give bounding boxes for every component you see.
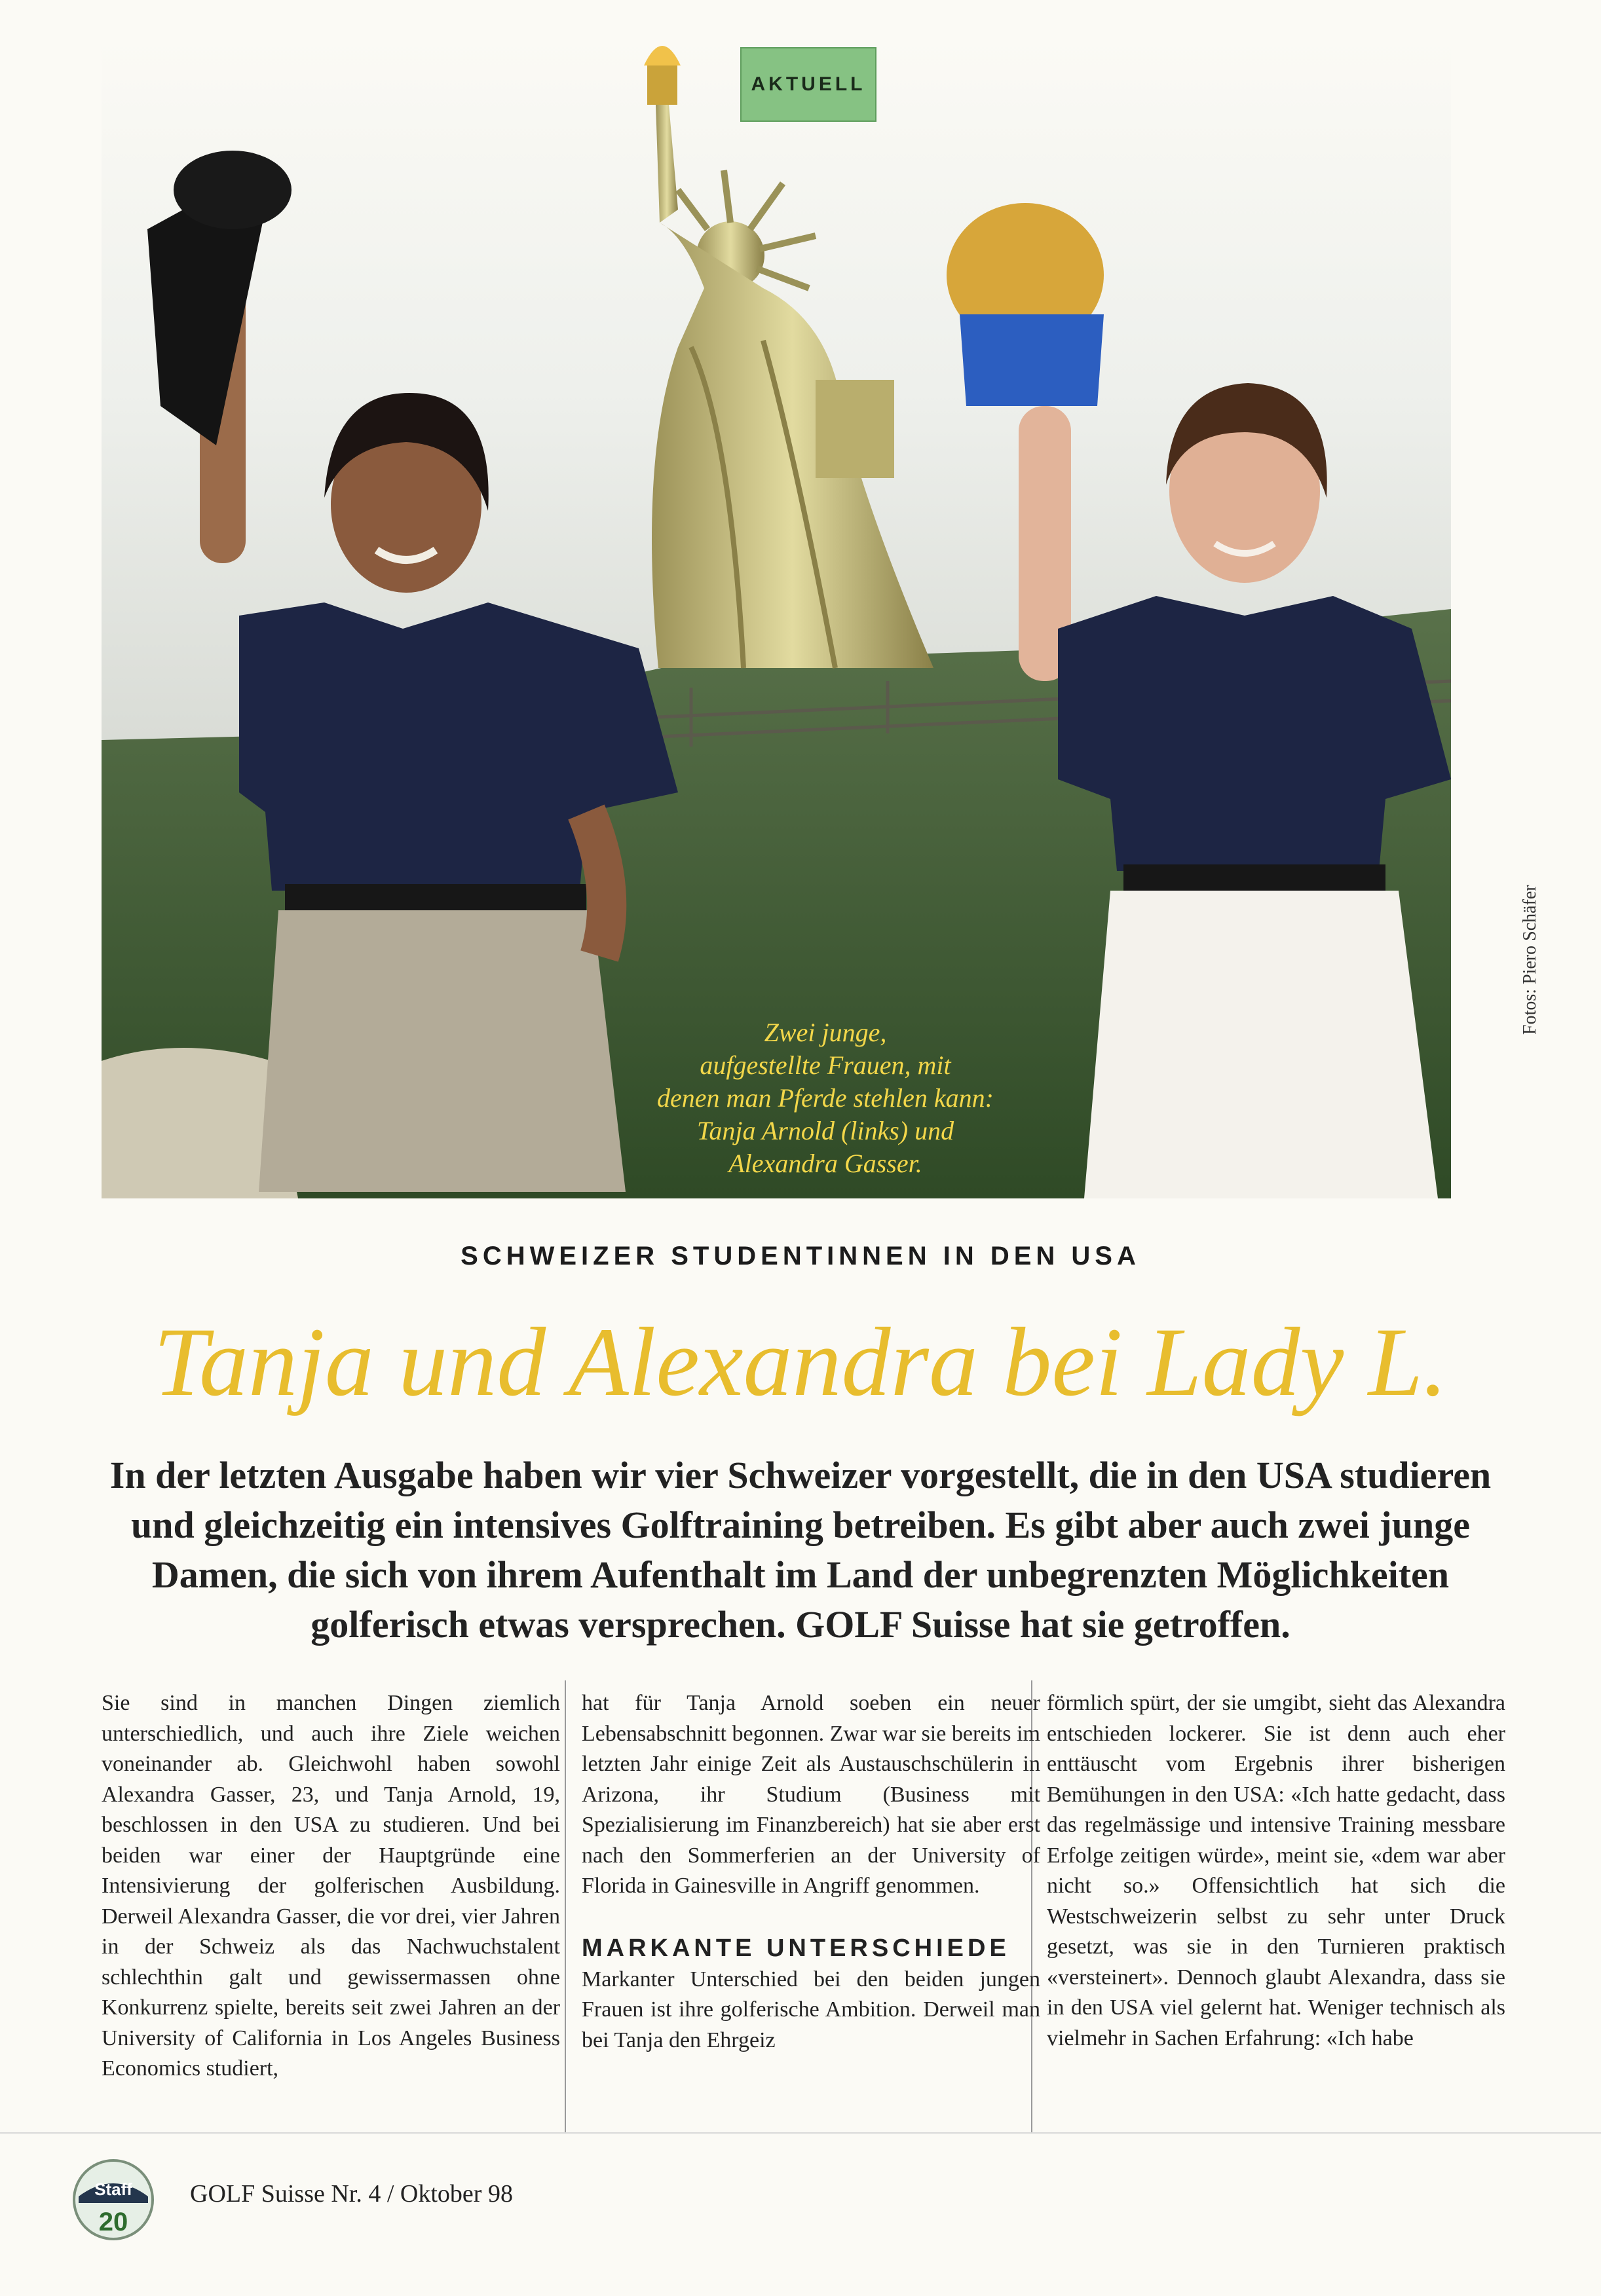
- staff-logo: [71, 2157, 156, 2242]
- publication-info: GOLF Suisse Nr. 4 / Oktober 98: [190, 2180, 513, 2208]
- caption-line: Alexandra Gasser.: [728, 1149, 922, 1178]
- body-paragraph: Markanter Unterschied bei den beiden jungen Frauen ist ihre golferische Ambition. Derweil man bei Tanja den Ehrgeiz: [582, 1967, 1040, 2052]
- caption-line: denen man Pferde stehlen kann:: [657, 1083, 994, 1113]
- footer-rule: [0, 2132, 1601, 2134]
- caption-line: aufgestellte Frauen, mit: [700, 1050, 951, 1080]
- section-subheading: MARKANTE UNTERSCHIEDE: [582, 1934, 1010, 1962]
- article-lead: In der letzten Ausgabe haben wir vier Schweizer vorgestellt, die in den USA studieren und gleichzeitig ein intensives Golftraining betreiben. Es gibt aber auch zwei junge Damen, die sich von ihrem Aufenthalt im Land der unbegrenzten Möglichkeiten golferisch etwas versprechen. GOLF Suisse hat sie getroffen.: [109, 1454, 1492, 1646]
- body-paragraph: Sie sind in manchen Dingen ziemlich unterschiedlich, und auch ihre Ziele weichen voneinander ab. Gleichwohl haben sowohl Alexandra Gasser, 23, und Tanja Arnold, 19, beschlossen in den USA zu studieren. Und bei beiden war einer der Hauptgründe eine Intensivierung der golferischen Ausbildung. Derweil Alexandra Gasser, die vor drei, vier Jahren in der Schweiz als das Nachwuchstalent schlechthin galt und gewissermassen ohne Konkurrenz spielte, bereits seit zwei Jahren an der University of California in Los Angeles Business Economics studiert,: [102, 1691, 560, 2081]
- body-column-2: [582, 1688, 1040, 2056]
- photo-credit: Fotos: Piero Schäfer: [1520, 885, 1540, 1035]
- section-tag: AKTUELL: [740, 47, 876, 122]
- body-paragraph: hat für Tanja Arnold soeben ein neuer Lebensabschnitt begonnen. Zwar war sie bereits im letzten Jahr einige Zeit als Austauschschülerin in Arizona, ihr Studium (Business mit Spezialisierung im Finanzbereich) hat sie aber erst nach den Sommerferien an der University of Florida in Gainesville in Angriff genommen.: [582, 1691, 1040, 1898]
- staff-logo-number: 20: [98, 2208, 128, 2236]
- article-kicker: SCHWEIZER STUDENTINNEN IN DEN USA: [461, 1242, 1140, 1270]
- staff-logo-text: Staff: [94, 2179, 132, 2199]
- body-paragraph: förmlich spürt, der sie umgibt, sieht das Alexandra entschieden lockerer. Sie ist denn auch eher enttäuscht vom Ergebnis ihrer bisherigen Bemühungen in den USA: «Ich hatte gedacht, dass das regelmässige und intensive Training messbare Erfolge zeitigen würde», meint sie, «dem war aber nicht so.» Offensichtlich hat sich die Westschweizerin selbst zu sehr unter Druck gesetzt, was sie in den Turnieren praktisch «versteinert». Dennoch glaubt Alexandra, dass sie in den USA viel gelernt hat. Weniger technisch als vielmehr in Sachen Erfahrung: «Ich habe: [1047, 1691, 1505, 2050]
- photo-caption: [655, 1016, 996, 1180]
- body-column-1: [102, 1688, 560, 2084]
- column-divider: [565, 1680, 566, 2132]
- article-headline: Tanja und Alexandra bei Lady L.: [153, 1308, 1448, 1416]
- body-column-3: [1047, 1688, 1505, 2054]
- caption-line: Tanja Arnold (links) und: [696, 1116, 954, 1145]
- caption-line: Zwei junge,: [764, 1018, 887, 1047]
